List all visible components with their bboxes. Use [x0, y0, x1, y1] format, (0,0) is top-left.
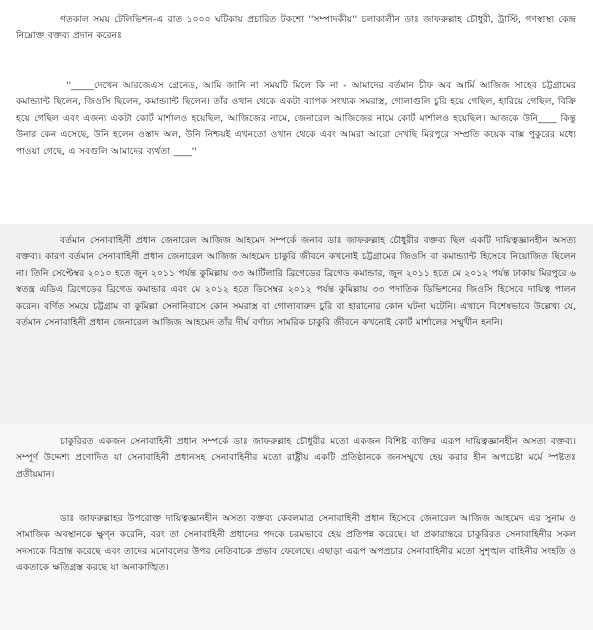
paragraph-statement-text: চাকুরিরত একজন সেনাবাহিনী প্রধান সম্পর্কে ডাঃ জাফরুল্লাহ চৌধুরীর মতো একজন বিশিষ্ট ব্যক্তির এরূপ দায়িত্বজ্ঞানহীন অসত্য বক্তব্য। সম্পূর্ণ উদ্দেশ্য প্রণোদিত যা সেনাবাহিনী প্রধানসহ সেনাবাহিনীর মতো রাষ্ট্রীয় একটি প্রতিষ্ঠানকে জনসম্মুখে হেয় করার হীন অপচেষ্টা মর্মে স্পষ্টতঃ প্রতীয়মান।: [16, 436, 576, 480]
paragraph-rebuttal: [16, 233, 576, 331]
paragraph-intro-text: গতকাল সময় টেলিভিশন-এ রাত ১০০০ ঘটিকায় প্রচারিত টকশো ''সম্পাদকীয়'' চলাকালীন ডাঃ জাফরুল্লাহ চৌধুরী, ট্রাস্টি, গণস্বাস্থ্য কেন্দ্র নিম্নোক্ত বক্তব্য প্রদান করেনঃ: [16, 14, 576, 42]
paragraph-conclusion-text: ডাঃ জাফরুল্লাহর উপরোক্ত দায়িত্বজ্ঞানহীন অসত্য বক্তব্য কেবলমাত্র সেনাবাহিনী প্রধান হিসেবে জেনারেল আজিজ আহমেদ এর সুনাম ও সামাজিক অবস্থানকে ক্ষুণ্ন করেনি, বরং তা সেনাবাহিনী প্রধানের পদকে চরমভাবে হেয় প্রতিপন্ন করেছে। যা প্রকারান্তরে চাকুরিরত সেনাবাহিনীর সকল সদস্যকে বিভ্রান্ত করেছে এবং তাদের মনোবলের উপর নেতিবাচক প্রভাব ফেলেছে। এছাড়া এরূপ অপপ্রচার সেনাবাহিনীর মতো সুশৃঙ্খল বাহিনীর সংহতি ও একতাকে ক্ষতিগ্রস্ত করছে যা অনাকাঙ্খিত।: [16, 513, 576, 574]
paragraph-intro: [16, 12, 576, 45]
paragraph-quote-text: ''_____দেখেন আরজেএস গ্রেনেড, আমি জানি না সময়টি মিলে কি না - আমাদের বর্তমান চীফ অব আর্মি আজিজ সাহেব চট্টগ্রামের কমান্ড্যান্ট ছিলেন, জিওসি ছিলেন, কমান্ড্যান্ট ছিলেন। তাঁর ওখান থেকে একটা ব্যাপক সংখ্যক সমরাস্ত্র, গোলাগুলি চুরি হয়ে গেছিল, হারিয়ে গেছিল, বিক্রি হয়ে গেছিল এবং এজন্য একটা কোর্ট মার্শালও হয়েছিল, আজিজের নামে, জেনারেল আজিজের নামে কোর্ট মার্শালও হয়েছিল। আজকে উনি____ কিন্তু উনার কেন এসেছে, উনি হলেন ওস্তাদ অল, উনি নিশ্চয়ই এখনতো ওখান থেকে এবং আমরা আরো দেখছি মিরপুরে সম্প্রতি কয়েক বাক্স পুকুরের মধ্যে পাওয়া গেছে, এ সবগুলি আমাদের ব্যর্থতা ____'': [16, 80, 576, 157]
paragraph-rebuttal-text: বর্তমান সেনাবাহিনী প্রধান জেনারেল আজিজ আহমেদ সম্পর্কে জনাব ডাঃ জাফরুল্লাহ চৌধুরীর বক্তব্য ছিল একটি দায়িত্বজ্ঞানহীন অসত্য বক্তব্য। কারণ বর্তমান সেনাবাহিনী প্রধান জেনারেল আজিজ আহমেদ চাকুরি জীবনে কখনোই চট্টগ্রামের জিওসি বা কমান্ড্যান্ট হিসেবে নিয়োজিত ছিলেন না। তিনি সেপ্টেম্বর ২০১০ হতে জুন ২০১১ পর্যন্ত কুমিল্লায় ৩৩ আর্টিলারি ব্রিগেডের ব্রিগেড কমান্ডার, জুন ২০১১ হতে মে ২০১২ পর্যন্ত ঢাকায় মিরপুরে ৬ স্বতন্ত্র এডিএ ব্রিগেডের ব্রিগেড কমান্ডার এবং মে ২০১২ হতে ডিসেম্বর ২০১২ পর্যন্ত কুমিল্লায় ৩৩ পদাতিক ডিভিশনের জিওসি হিসেবে দায়িত্ব পালন করেন। বর্ণিত সময়ে চট্টগ্রাম বা কুমিল্লা সেনানিবাসে কোন সমরাস্ত্র বা গোলাবারুদ চুরি বা হারানোর কোন ঘটনা ঘটেনি। এখানে বিশেষভাবে উল্লেখ্য যে, বর্তমান সেনাবাহিনী প্রধান জেনারেল আজিজ আহমেদ তাঁর দীর্ঘ বর্ণাঢ্য সামরিক চাকুরি জীবনে কখনোই কোর্ট মার্শালের সম্মুখীন হননি।: [16, 235, 576, 329]
paragraph-statement: [16, 434, 576, 483]
paragraph-conclusion: [16, 511, 576, 577]
paragraph-quote: [16, 78, 576, 160]
